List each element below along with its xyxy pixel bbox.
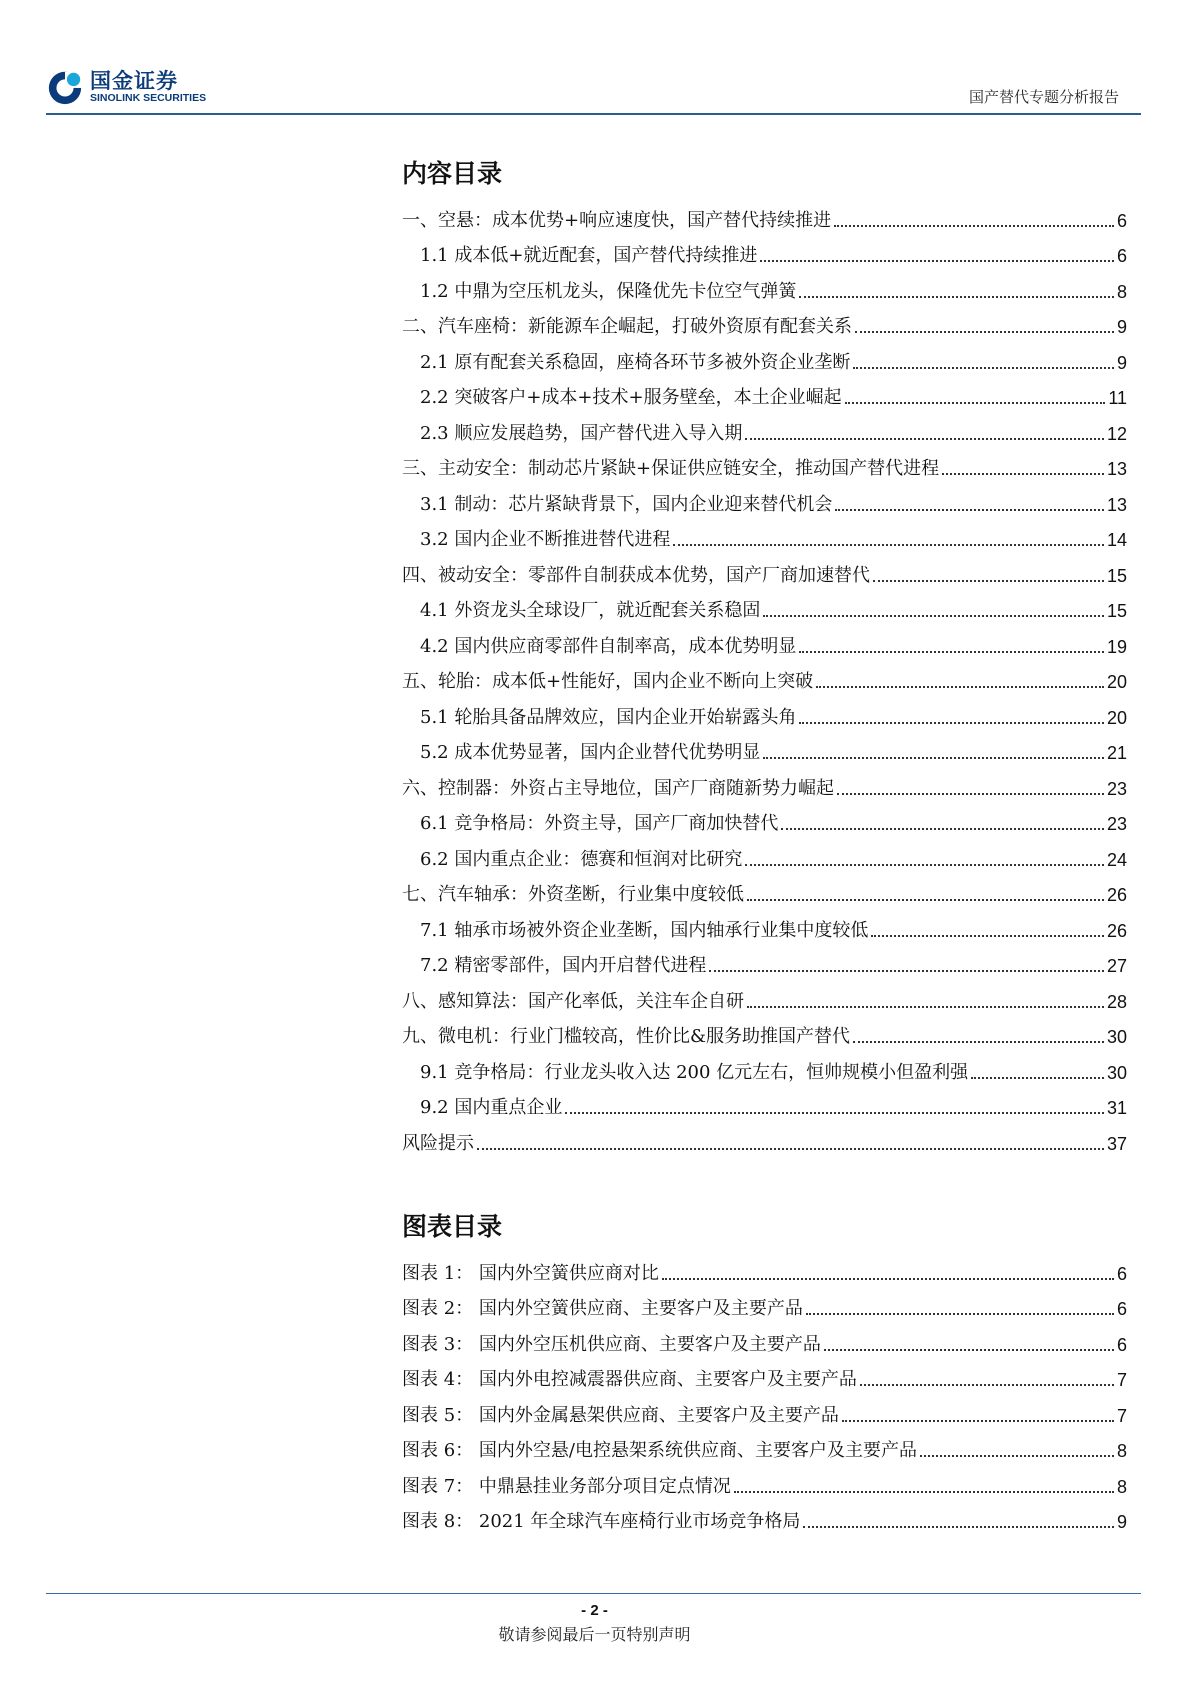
toc-entry-page: 15 (1106, 601, 1127, 621)
toc-entry[interactable] (402, 587, 1127, 623)
dot-leader (834, 225, 1114, 227)
toc-entry-page: 31 (1106, 1098, 1127, 1118)
toc-entry-page: 30 (1106, 1062, 1127, 1083)
toc-entry[interactable] (402, 800, 1127, 836)
toc-entry-label: 3.1 制动：芯片紧缺背景下，国内企业迎来替代机会 (420, 493, 833, 515)
toc-entry[interactable] (402, 693, 1127, 729)
toc-entry-label: 四、被动安全：零部件自制获成本优势，国产厂商加速替代 (402, 564, 870, 586)
toc-entry-label: 图表 3： 国内外空压机供应商、主要客户及主要产品 (402, 1333, 821, 1355)
header-divider (46, 113, 1141, 115)
toc-entry[interactable] (402, 303, 1127, 339)
contents-section (402, 152, 1127, 1155)
dot-leader (873, 580, 1104, 582)
figures-heading: 图表目录 (402, 1212, 503, 1241)
dot-leader (747, 1006, 1104, 1008)
toc-entry-page: 37 (1106, 1133, 1127, 1154)
dot-leader (763, 757, 1104, 759)
toc-entry-label: 图表 4： 国内外电控减震器供应商、主要客户及主要产品 (402, 1369, 857, 1390)
toc-entry-page: 27 (1106, 956, 1127, 976)
dot-leader (806, 1313, 1114, 1315)
toc-entry[interactable] (402, 729, 1127, 765)
toc-entry-label: 图表 7： 中鼎悬挂业务部分项目定点情况 (402, 1475, 731, 1497)
dot-leader (799, 296, 1114, 298)
toc-entry-label: 1.2 中鼎为空压机龙头，保隆优先卡位空气弹簧 (420, 280, 797, 302)
toc-entry[interactable] (402, 267, 1127, 303)
dot-leader (842, 1420, 1114, 1422)
toc-entry-page: 26 (1106, 885, 1127, 905)
toc-entry[interactable] (402, 1048, 1127, 1084)
toc-entry[interactable] (402, 445, 1127, 481)
dot-leader (853, 367, 1114, 369)
dot-leader (745, 438, 1104, 440)
toc-entry-page: 14 (1106, 530, 1127, 550)
toc-entry[interactable] (402, 1013, 1127, 1049)
toc-entry[interactable] (402, 622, 1127, 658)
toc-entry-label: 五、轮胎：成本低+性能好，国内企业不断向上突破 (402, 671, 814, 692)
contents-heading: 内容目录 (402, 159, 503, 188)
figure-entry[interactable] (402, 1356, 1127, 1392)
toc-entry-label: 7.2 精密零部件，国内开启替代进程 (420, 955, 707, 976)
toc-entry-label: 6.1 竞争格局：外资主导，国产厂商加快替代 (420, 813, 779, 834)
figure-entry[interactable] (402, 1427, 1127, 1463)
toc-entry-label: 2.2 突破客户+成本+技术+服务壁垒，本土企业崛起 (420, 387, 842, 408)
sinolink-logo-icon (46, 68, 84, 106)
dot-leader (662, 1278, 1114, 1280)
toc-entry-page: 6 (1116, 1263, 1127, 1284)
toc-entry-page: 6 (1116, 1299, 1127, 1319)
dot-leader (763, 615, 1104, 617)
dot-leader (781, 828, 1104, 830)
toc-entry-label: 九、微电机：行业门槛较高，性价比&服务助推国产替代 (402, 1026, 851, 1047)
toc-entry-page: 6 (1116, 1334, 1127, 1355)
toc-entry[interactable] (402, 764, 1127, 800)
toc-entry[interactable] (402, 942, 1127, 978)
dot-leader (803, 1526, 1114, 1528)
dot-leader (799, 651, 1104, 653)
toc-entry-label: 2.3 顺应发展趋势，国产替代进入导入期 (420, 422, 743, 444)
dot-leader (745, 864, 1104, 866)
toc-entry-label: 7.1 轴承市场被外资企业垄断，国内轴承行业集中度较低 (420, 919, 869, 941)
toc-entry[interactable] (402, 232, 1127, 268)
figure-entry[interactable] (402, 1498, 1127, 1534)
toc-entry-label: 5.1 轮胎具备品牌效应，国内企业开始崭露头角 (420, 706, 797, 728)
toc-entry-page: 13 (1106, 494, 1127, 515)
dot-leader (871, 935, 1104, 937)
toc-entry-page: 11 (1108, 388, 1127, 408)
toc-entry-page: 30 (1106, 1027, 1127, 1047)
toc-entry-label: 3.2 国内企业不断推进替代进程 (420, 529, 671, 550)
logo-english-name: SINOLINK SECURITIES (90, 92, 207, 104)
toc-entry-label: 图表 6： 国内外空悬/电控悬架系统供应商、主要客户及主要产品 (402, 1440, 917, 1461)
report-title: 国产替代专题分析报告 (968, 88, 1119, 106)
toc-entry-page: 6 (1116, 210, 1127, 231)
dot-leader (760, 260, 1114, 262)
footer-divider (46, 1593, 1141, 1594)
dot-leader (971, 1077, 1104, 1079)
toc-entry[interactable] (402, 906, 1127, 942)
toc-entry-label: 二、汽车座椅：新能源车企崛起，打破外资原有配套关系 (402, 316, 852, 337)
toc-entry-page: 13 (1106, 459, 1127, 479)
logo-chinese-name: 国金证券 (90, 69, 178, 93)
figures-list (402, 1249, 1127, 1533)
dot-leader (709, 970, 1104, 972)
dot-leader (853, 1041, 1104, 1043)
toc-entry-page: 7 (1116, 1405, 1127, 1426)
toc-entry-page: 26 (1106, 920, 1127, 941)
dot-leader (565, 1112, 1104, 1114)
toc-entry-page: 12 (1106, 423, 1127, 444)
toc-entry-page: 19 (1106, 636, 1127, 657)
toc-entry-label: 9.2 国内重点企业 (420, 1097, 563, 1118)
toc-entry-page: 8 (1116, 1476, 1127, 1497)
sinolink-logo (46, 68, 206, 106)
dot-leader (837, 793, 1104, 795)
toc-entry-page: 6 (1116, 246, 1127, 266)
toc-entry-label: 七、汽车轴承：外资垄断，行业集中度较低 (402, 884, 744, 905)
toc-entry[interactable] (402, 871, 1127, 907)
dot-leader (477, 1148, 1104, 1150)
toc-entry-label: 图表 5： 国内外金属悬架供应商、主要客户及主要产品 (402, 1404, 839, 1426)
toc-entry-label: 风险提示 (402, 1132, 474, 1154)
toc-entry[interactable] (402, 374, 1127, 410)
toc-entry-label: 5.2 成本优势显著，国内企业替代优势明显 (420, 742, 761, 763)
toc-entry-label: 图表 1： 国内外空簧供应商对比 (402, 1262, 659, 1284)
dot-leader (835, 509, 1104, 511)
toc-entry-page: 28 (1106, 991, 1127, 1012)
toc-entry-label: 4.2 国内供应商零部件自制率高，成本优势明显 (420, 635, 797, 657)
figure-entry[interactable] (402, 1391, 1127, 1427)
toc-entry-label: 图表 8： 2021 年全球汽车座椅行业市场竞争格局 (402, 1511, 801, 1532)
toc-entry-page: 9 (1116, 1512, 1127, 1532)
dot-leader (855, 331, 1114, 333)
dot-leader (942, 473, 1104, 475)
toc-entry-label: 三、主动安全：制动芯片紧缺+保证供应链安全，推动国产替代进程 (402, 458, 940, 479)
toc-entry-page: 24 (1106, 849, 1127, 870)
toc-entry[interactable] (402, 338, 1127, 374)
toc-entry[interactable] (402, 516, 1127, 552)
toc-entry-page: 23 (1106, 778, 1127, 799)
toc-entry-label: 一、空悬：成本优势+响应速度快，国产替代持续推进 (402, 209, 832, 231)
toc-entry[interactable] (402, 551, 1127, 587)
toc-entry-page: 20 (1106, 672, 1127, 692)
dot-leader (816, 686, 1104, 688)
dot-leader (845, 402, 1106, 404)
toc-entry-page: 9 (1116, 317, 1127, 337)
toc-entry-page: 8 (1116, 1441, 1127, 1461)
toc-entry-label: 六、控制器：外资占主导地位，国产厂商随新势力崛起 (402, 777, 834, 799)
toc-entry-page: 9 (1116, 352, 1127, 373)
toc-entry-page: 23 (1106, 814, 1127, 834)
figure-entry[interactable] (402, 1462, 1127, 1498)
dot-leader (799, 722, 1104, 724)
dot-leader (747, 899, 1104, 901)
toc-entry-page: 20 (1106, 707, 1127, 728)
dot-leader (734, 1491, 1114, 1493)
toc-entry-label: 4.1 外资龙头全球设厂，就近配套关系稳固 (420, 600, 761, 621)
toc-entry-page: 21 (1106, 743, 1127, 763)
page-header (46, 64, 1141, 114)
toc-entry-page: 15 (1106, 565, 1127, 586)
toc-entry-label: 图表 2： 国内外空簧供应商、主要客户及主要产品 (402, 1298, 803, 1319)
toc-entry[interactable] (402, 977, 1127, 1013)
toc-entry[interactable] (402, 1084, 1127, 1120)
toc-entry-label: 八、感知算法：国产化率低，关注车企自研 (402, 990, 744, 1012)
toc-entry[interactable] (402, 1119, 1127, 1155)
toc-entry[interactable] (402, 658, 1127, 694)
toc-entry-label: 1.1 成本低+就近配套，国产替代持续推进 (420, 245, 758, 266)
page-number: - 2 - (581, 1602, 608, 1619)
figures-section (402, 1205, 1127, 1533)
toc-entry-label: 9.1 竞争格局：行业龙头收入达 200 亿元左右，恒帅规模小但盈利强 (420, 1061, 969, 1083)
toc-entry-label: 6.2 国内重点企业：德赛和恒润对比研究 (420, 848, 743, 870)
footer-disclaimer: 敬请参阅最后一页特别声明 (498, 1625, 691, 1644)
toc-entry[interactable] (402, 409, 1127, 445)
toc-entry-label: 2.1 原有配套关系稳固，座椅各环节多被外资企业垄断 (420, 351, 851, 373)
toc-entry-page: 7 (1116, 1370, 1127, 1390)
figure-entry[interactable] (402, 1249, 1127, 1285)
dot-leader (920, 1455, 1114, 1457)
toc-entry[interactable] (402, 480, 1127, 516)
figure-entry[interactable] (402, 1285, 1127, 1321)
toc-entry[interactable] (402, 196, 1127, 232)
figure-entry[interactable] (402, 1320, 1127, 1356)
dot-leader (673, 544, 1104, 546)
toc-entry-page: 8 (1116, 281, 1127, 302)
toc-entry[interactable] (402, 835, 1127, 871)
contents-list (402, 196, 1127, 1155)
dot-leader (860, 1384, 1114, 1386)
dot-leader (824, 1349, 1114, 1351)
